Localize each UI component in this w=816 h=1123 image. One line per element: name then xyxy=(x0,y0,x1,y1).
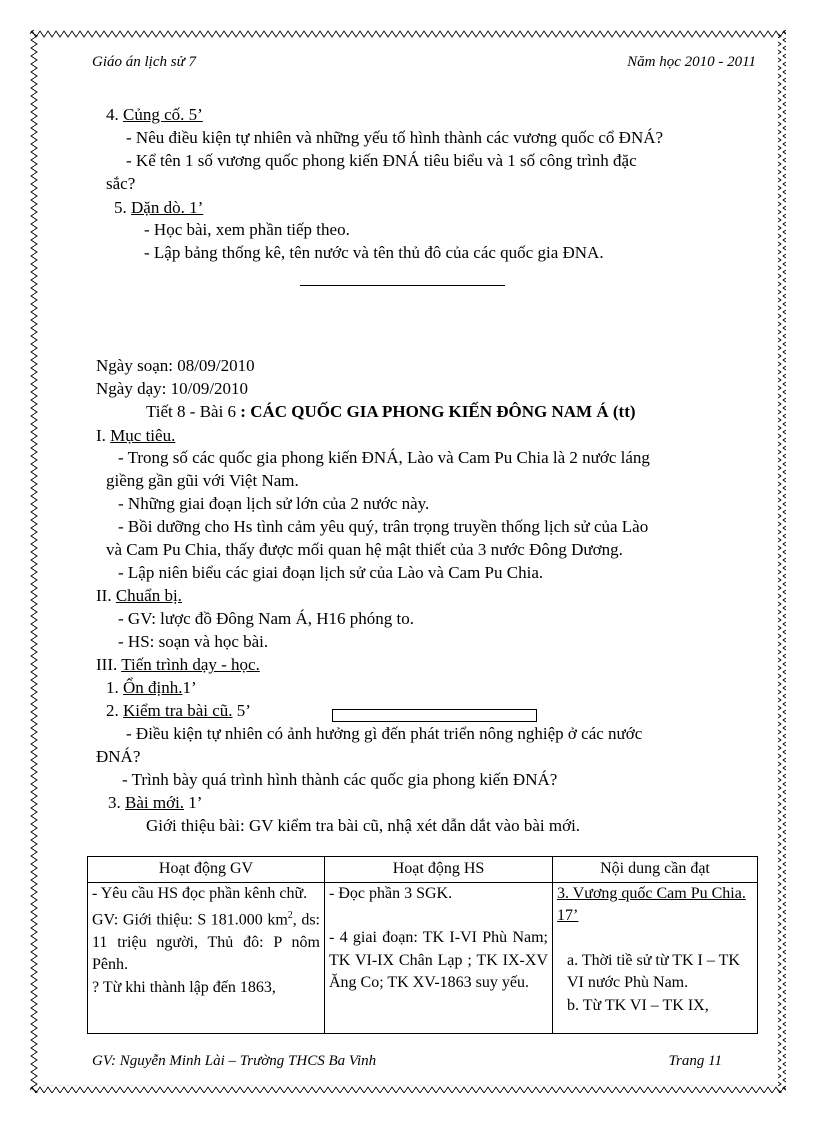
hs-line-1: - Đọc phần 3 SGK. xyxy=(329,884,453,902)
header-right: Năm học 2010 - 2011 xyxy=(627,54,756,70)
lesson-title: Tiết 8 - Bài 6 : CÁC QUỐC GIA PHONG KIẾN ĐÔNG NAM Á (tt) xyxy=(146,402,636,421)
section-5-line-1: - Học bài, xem phần tiếp theo. xyxy=(144,220,350,239)
section-III-1-heading: 1. Ổn định.1’ xyxy=(106,678,197,697)
section-III-3-heading: 3. Bài mới. 1’ xyxy=(108,793,203,812)
section-I-line-2: giềng gần gũi với Việt Nam. xyxy=(106,471,299,490)
section-5-heading: 5. Dặn dò. 1’ xyxy=(114,198,204,217)
section-I-line-3: - Những giai đoạn lịch sử lớn của 2 nước này. xyxy=(118,494,430,513)
header-gv: Hoạt động GV xyxy=(88,857,325,883)
ngay-day: Ngày dạy: 10/09/2010 xyxy=(96,379,249,398)
section-I-heading: I. Mục tiêu. xyxy=(96,426,176,445)
separator-line xyxy=(300,285,505,286)
section-II-line-1: - GV: lược đồ Đông Nam Á, H16 phóng to. xyxy=(118,609,414,628)
section-II-line-2: - HS: soạn và học bài. xyxy=(118,632,269,651)
section-4-line-2: - Kể tên 1 số vương quốc phong kiến ĐNÁ tiêu biểu và 1 số công trình đặc xyxy=(126,151,637,170)
table-row xyxy=(88,882,758,1033)
gv-line-1: - Yêu cầu HS đọc phần kênh chữ. xyxy=(92,884,308,902)
section-III-heading: III. Tiến trình dạy - học. xyxy=(96,655,260,674)
header-left: Giáo án lịch sử 7 xyxy=(92,54,197,70)
section-III-2-line-3: - Trình bày quá trình hình thành các quốc gia phong kiến ĐNÁ? xyxy=(122,770,558,789)
nd-line-2: a. Thời tiề sử từ TK I – TK VI nước Phù Nam. xyxy=(567,951,740,991)
table-header-row xyxy=(88,857,758,883)
gv-line-2: GV: Giới thiệu: S 181.000 $km^2$, ds: 11 triệu người, Thủ đô: P nôm Pênh. xyxy=(92,910,320,974)
footer-left: GV: Nguyễn Minh Lài – Trường THCS Ba Vinh xyxy=(92,1053,377,1069)
section-4-line-3: sắc? xyxy=(106,174,136,193)
section-III-2-line-2: ĐNÁ? xyxy=(96,747,141,766)
cell-noi-dung xyxy=(553,882,758,1033)
header-noi-dung: Nội dung cần đạt xyxy=(553,857,758,883)
activity-table xyxy=(87,856,758,1034)
section-III-2-line-1: - Điều kiện tự nhiên có ảnh hưởng gì đến phát triển nông nghiệp ở các nước xyxy=(126,724,643,743)
section-I-line-5: và Cam Pu Chia, thấy được mối quan hệ mật thiết của 3 nước Đông Dương. xyxy=(106,540,623,559)
section-I-line-1: - Trong số các quốc gia phong kiến ĐNÁ, Lào và Cam Pu Chia là 2 nước láng xyxy=(118,448,650,467)
section-III-3-line-1: Giới thiệu bài: GV kiểm tra bài cũ, nhậ xét dẫn dắt vào bài mới. xyxy=(146,816,581,835)
gv-line-3: ? Từ khi thành lập đến 1863, xyxy=(92,978,276,996)
section-4-line-1: - Nêu điều kiện tự nhiên và những yếu tố hình thành các vương quốc cổ ĐNÁ? xyxy=(126,128,664,147)
nd-line-1: 3. Vương quốc Cam Pu Chia. 17’ xyxy=(557,884,746,924)
empty-frame xyxy=(332,709,537,722)
cell-gv xyxy=(88,882,325,1033)
ngay-soan: Ngày soạn: 08/09/2010 xyxy=(96,356,255,375)
section-I-line-4: - Bồi dưỡng cho Hs tình cảm yêu quý, trân trọng truyền thống lịch sử của Lào xyxy=(118,517,649,536)
section-II-heading: II. Chuẩn bị. xyxy=(96,586,182,605)
section-4-heading: 4. Củng cố. 5’ xyxy=(106,105,203,124)
cell-hs xyxy=(325,882,553,1033)
header-hs: Hoạt động HS xyxy=(325,857,553,883)
footer-right: Trang 11 xyxy=(668,1053,722,1069)
section-III-2-heading: 2. Kiểm tra bài cũ. 5’ xyxy=(106,701,251,720)
nd-line-3: b. Từ TK VI – TK IX, xyxy=(567,996,709,1014)
section-I-line-6: - Lập niên biểu các giai đoạn lịch sử của Lào và Cam Pu Chia. xyxy=(118,563,544,582)
hs-line-2: - 4 giai đoạn: TK I-VI Phù Nam; TK VI-IX Chân Lạp ; TK IX-XV Ăng Co; TK XV-1863 suy yếu. xyxy=(329,929,548,991)
section-5-line-2: - Lập bảng thống kê, tên nước và tên thủ đô của các quốc gia ĐNA. xyxy=(144,243,604,262)
